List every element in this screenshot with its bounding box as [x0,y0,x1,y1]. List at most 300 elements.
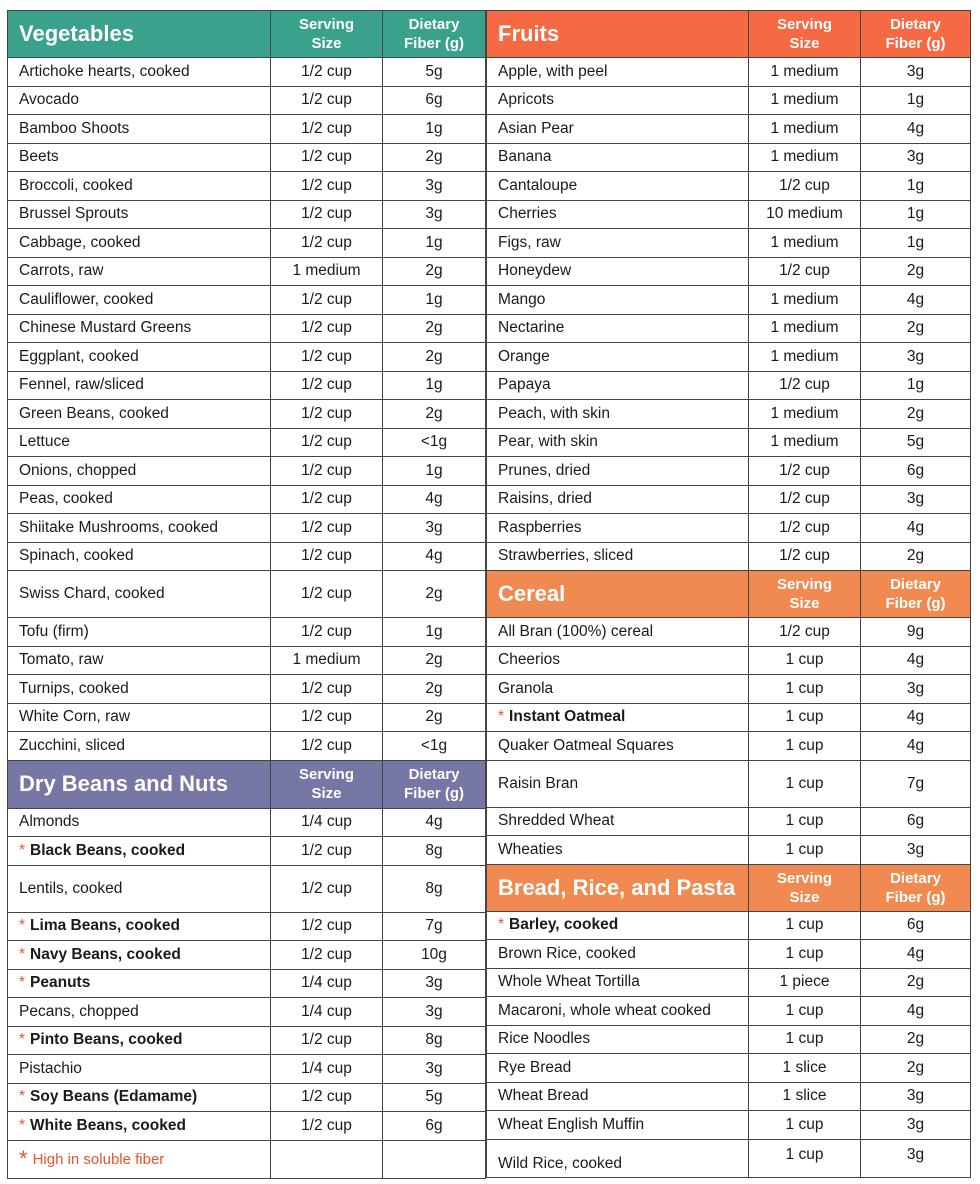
serving-size-header [270,11,382,57]
table-row [7,429,486,458]
food-name-text: Mango [498,290,546,308]
food-name [7,286,270,314]
table-row [7,618,486,647]
table-row [486,940,971,969]
fiber-cell: 1g [382,618,486,646]
beans-header [7,761,486,809]
serving-size-cell: 1/2 cup [270,866,382,912]
serving-size-cell: 1 cup [748,808,860,836]
table-row [486,172,971,201]
food-name-text: Peas, cooked [19,490,113,508]
table-row [7,514,486,543]
fiber-cell: 1g [860,229,971,257]
fiber-cell: 1g [382,115,486,143]
food-name [486,808,748,836]
fiber-cell: 3g [382,201,486,229]
food-name [7,618,270,646]
serving-size-cell: 1 cup [748,940,860,968]
serving-size-header [270,761,382,808]
food-name [486,1054,748,1082]
table-row [7,400,486,429]
food-name-text: Black Beans, cooked [30,841,186,859]
food-name [486,115,748,143]
food-name [7,172,270,200]
food-name-text: Almonds [19,813,80,831]
soluble-fiber-star: * [498,708,505,726]
table-row [486,732,971,761]
food-name-text: Beets [19,148,59,166]
table-row [7,543,486,572]
food-name-text: Barley, cooked [509,916,619,934]
legend-text: High in soluble fiber [32,1150,165,1168]
food-name [486,1083,748,1111]
food-name [486,172,748,200]
food-name-text: Eggplant, cooked [19,347,139,365]
food-name-text: Fennel, raw/sliced [19,376,144,394]
serving-size-cell: 1/2 cup [270,400,382,428]
food-name-text: Onions, chopped [19,461,137,479]
food-name-text: Apple, with peel [498,62,608,80]
serving-header-line: Size [311,35,342,52]
serving-size-cell: 1/2 cup [270,514,382,542]
soluble-fiber-legend [7,1141,270,1178]
food-name [7,429,270,457]
table-row [486,808,971,837]
food-name-text: Wheat English Muffin [498,1115,645,1133]
food-name-text: Brussel Sprouts [19,205,129,223]
fiber-header-line: Dietary [890,869,941,887]
table-row [486,1026,971,1055]
serving-size-cell: 1 cup [748,997,860,1025]
serving-size-cell: 1 medium [270,258,382,286]
serving-size-cell: 1 medium [748,115,860,143]
food-name [7,647,270,675]
table-row [7,144,486,173]
serving-size-cell: 1/2 cup [270,58,382,86]
soluble-fiber-star: * [19,917,26,935]
cereal-title: Cereal [486,571,748,617]
fiber-header-line: Fiber (g) [885,35,946,52]
fiber-cell: 4g [860,997,971,1025]
food-name [7,837,270,865]
serving-header-line: Size [789,35,820,52]
serving-size-cell: 1 medium [748,315,860,343]
food-name-text: Pistachio [19,1059,82,1077]
serving-size-cell: 1 cup [748,761,860,807]
food-name [486,286,748,314]
serving-size-cell: 1/2 cup [270,115,382,143]
serving-size-header [748,11,860,57]
fiber-cell: 6g [860,457,971,485]
food-name [486,912,748,940]
food-name-text: Pecans, chopped [19,1002,139,1020]
serving-size-cell: 1 cup [748,912,860,940]
table-row [7,58,486,87]
serving-size-cell: 1/2 cup [748,514,860,542]
serving-header-line: Serving [298,16,355,33]
serving-size-cell: 1/4 cup [270,809,382,837]
fiber-cell: 2g [382,343,486,371]
food-name [7,732,270,760]
fiber-cell: 4g [860,940,971,968]
fiber-cell: 6g [382,1112,486,1140]
serving-size-cell: 1/2 cup [270,343,382,371]
food-name [7,115,270,143]
food-name [7,1112,270,1140]
food-name-text: Cheerios [498,651,561,669]
cereal-header [486,571,971,618]
fruits-header [486,10,971,58]
food-name [486,940,748,968]
table-row [486,543,971,572]
food-name-text: Navy Beans, cooked [30,945,181,963]
food-name-text: Rice Noodles [498,1030,591,1048]
food-name [486,58,748,86]
food-name [7,1084,270,1112]
serving-size-cell: 1 cup [748,704,860,732]
fiber-cell: 3g [860,1140,971,1177]
serving-size-cell: 1/4 cup [270,970,382,998]
food-name [486,997,748,1025]
food-name-text: Zucchini, sliced [19,736,125,754]
fiber-cell: 5g [860,429,971,457]
serving-size-cell: 1 cup [748,647,860,675]
serving-size-header [748,865,860,911]
food-name [7,970,270,998]
serving-size-cell: 1 medium [270,647,382,675]
food-name-text: Papaya [498,376,551,394]
food-name [486,229,748,257]
serving-size-cell: 1 medium [748,343,860,371]
table-row [7,913,486,942]
soluble-fiber-star: * [498,916,505,934]
fruits-title: Fruits [486,11,748,57]
fiber-cell: 3g [860,1111,971,1139]
food-name [7,229,270,257]
food-name-text: Rye Bread [498,1058,572,1076]
fiber-cell: 6g [860,912,971,940]
food-name [7,1055,270,1083]
serving-header-line: Size [789,595,820,612]
serving-size-cell: 1/2 cup [270,1027,382,1055]
table-row [7,229,486,258]
food-name-text: Lettuce [19,433,70,451]
fiber-cell: <1g [382,732,486,760]
food-name [486,704,748,732]
serving-size-cell: 1/4 cup [270,1055,382,1083]
food-name-text: Wheaties [498,840,563,858]
food-name [486,144,748,172]
fiber-cell: 2g [382,675,486,703]
serving-size-cell: 1/2 cup [270,618,382,646]
fiber-header-line: Fiber (g) [404,785,464,802]
food-name-text: White Beans, cooked [30,1116,186,1134]
fiber-header-line: Dietary [408,766,460,783]
fiber-cell: 3g [382,1055,486,1083]
food-name [7,998,270,1026]
serving-size-cell: 1/2 cup [270,486,382,514]
food-name-text: Figs, raw [498,233,561,251]
fiber-cell: 4g [860,732,971,760]
serving-size-cell: 1 slice [748,1083,860,1111]
food-name-text: Bamboo Shoots [19,119,130,137]
food-name-text: Swiss Chard, cooked [19,585,165,602]
food-name [486,343,748,371]
serving-size-cell: 1/2 cup [270,675,382,703]
serving-size-cell: 1/2 cup [270,941,382,969]
serving-size-cell: 1/2 cup [748,486,860,514]
food-name-text: Shiitake Mushrooms, cooked [19,518,219,536]
table-row [486,1083,971,1112]
food-name-text: All Bran (100%) cereal [498,622,654,640]
table-row [486,343,971,372]
serving-size-cell: 1/2 cup [748,258,860,286]
table-row [7,809,486,838]
table-row [486,372,971,401]
food-name [486,1140,748,1177]
table-row [7,1055,486,1084]
table-row [7,647,486,676]
food-name-text: Cabbage, cooked [19,233,141,251]
serving-size-cell: 1/2 cup [748,457,860,485]
table-row [486,675,971,704]
table-row [486,912,971,941]
fiber-cell: 3g [860,144,971,172]
food-name [7,144,270,172]
serving-size-cell: 1/2 cup [270,429,382,457]
table-row [486,514,971,543]
food-name [486,647,748,675]
serving-size-cell: 1/2 cup [270,87,382,115]
fiber-cell: 2g [382,571,486,617]
serving-size-cell: 1 medium [748,144,860,172]
food-name [7,571,270,617]
serving-size-cell: 1/2 cup [270,1084,382,1112]
fiber-cell: 4g [860,704,971,732]
serving-size-cell: 1 medium [748,429,860,457]
serving-size-cell: 1 medium [748,286,860,314]
table-row [7,115,486,144]
table-row [486,486,971,515]
fiber-cell: 2g [860,543,971,571]
food-name [486,969,748,997]
food-name [7,87,270,115]
table-row [486,836,971,865]
fiber-cell: 4g [860,286,971,314]
fiber-header-line: Dietary [890,576,941,593]
food-name [7,343,270,371]
fiber-cell: 4g [382,809,486,837]
food-name-text: Asian Pear [498,119,574,137]
table-row [486,115,971,144]
food-name [7,543,270,571]
table-row [486,1111,971,1140]
fiber-cell: 2g [860,1026,971,1054]
food-name-text: Spinach, cooked [19,547,134,565]
food-name [486,761,748,807]
food-name-text: Raisins, dried [498,490,592,508]
serving-size-cell: 1 medium [748,229,860,257]
fiber-cell: 7g [860,761,971,807]
food-name-text: Instant Oatmeal [509,708,626,726]
food-name-text: Granola [498,679,554,697]
soluble-fiber-star: * [19,1031,26,1049]
serving-size-cell: 1 cup [748,836,860,864]
table-row [486,457,971,486]
fiber-cell: 3g [382,998,486,1026]
table-row [486,58,971,87]
food-name [486,1111,748,1139]
table-row [486,286,971,315]
serving-size-cell: 1/2 cup [270,732,382,760]
fiber-cell: 1g [860,372,971,400]
serving-size-cell: 1 cup [748,1140,860,1177]
food-name-text: Wild Rice, cooked [498,1154,623,1172]
serving-size-cell: 1/2 cup [270,372,382,400]
serving-size-cell: 1 medium [748,400,860,428]
fiber-cell: 2g [382,704,486,732]
food-name [7,514,270,542]
serving-size-cell: 1 cup [748,1111,860,1139]
food-name [486,618,748,646]
fiber-cell: 3g [860,675,971,703]
food-name [486,258,748,286]
fiber-cell: 4g [860,115,971,143]
food-name-text: Macaroni, whole wheat cooked [498,1001,711,1019]
serving-header-line: Serving [776,869,833,887]
food-name [7,372,270,400]
fiber-cell: 4g [382,486,486,514]
fiber-cell: 2g [382,315,486,343]
beans-title: Dry Beans and Nuts [7,761,270,808]
serving-size-header [748,571,860,617]
fiber-cell: 9g [860,618,971,646]
fiber-cell: 2g [382,144,486,172]
serving-size-cell: 1/2 cup [270,144,382,172]
table-row [7,866,486,913]
serving-header-line: Serving [298,766,355,783]
food-name [7,866,270,912]
fiber-cell: 8g [382,866,486,912]
soluble-fiber-star: * [19,1088,26,1106]
food-name [7,457,270,485]
table-row [486,87,971,116]
fiber-cell: 3g [382,514,486,542]
fiber-cell: 1g [382,457,486,485]
food-name-text: Tofu (firm) [19,622,89,640]
table-row [486,618,971,647]
table-row [7,1084,486,1113]
vegetables-title: Vegetables [7,11,270,57]
food-name [486,372,748,400]
dietary-fiber-header [382,761,486,808]
fiber-cell: 3g [860,343,971,371]
serving-size-cell: 1/4 cup [270,998,382,1026]
soluble-fiber-star: * [19,945,26,963]
food-name [486,732,748,760]
empty-cell [270,1141,382,1178]
food-name-text: Raspberries [498,518,582,536]
food-name-text: Peach, with skin [498,404,610,422]
food-name-text: White Corn, raw [19,708,131,726]
serving-size-cell: 1 piece [748,969,860,997]
soluble-fiber-star: * [19,841,26,859]
food-name-text: Nectarine [498,319,565,337]
table-row [7,457,486,486]
fiber-cell: 2g [382,258,486,286]
table-row [486,969,971,998]
table-row [7,704,486,733]
food-name [7,400,270,428]
fiber-cell: 2g [860,1054,971,1082]
table-row [7,87,486,116]
serving-size-cell: 1/2 cup [270,457,382,485]
table-row [7,372,486,401]
food-name [7,675,270,703]
fiber-cell: 3g [382,172,486,200]
table-row [7,201,486,230]
food-name [7,315,270,343]
food-name-text: Turnips, cooked [19,679,129,697]
serving-size-cell: 1/2 cup [270,172,382,200]
fiber-cell: 2g [860,258,971,286]
fiber-cell: 2g [382,400,486,428]
fiber-cell: 1g [382,229,486,257]
serving-header-line: Serving [776,16,833,33]
food-name-text: Whole Wheat Tortilla [498,973,640,991]
serving-header-line: Size [789,888,820,906]
table-row [7,286,486,315]
table-row [7,571,486,618]
fiber-cell: 7g [382,913,486,941]
food-name-text: Tomato, raw [19,651,104,669]
serving-size-cell: 1/2 cup [270,704,382,732]
fiber-cell: 3g [860,486,971,514]
serving-size-cell: 1 cup [748,732,860,760]
fiber-cell: 2g [860,315,971,343]
table-row [7,343,486,372]
serving-size-cell: 1 slice [748,1054,860,1082]
food-name [7,258,270,286]
food-name-text: Apricots [498,91,554,109]
food-name [7,201,270,229]
food-name-text: Avocado [19,91,80,109]
table-row [7,998,486,1027]
food-name-text: Carrots, raw [19,262,104,280]
left-column [7,10,486,1179]
dietary-fiber-header [860,11,971,57]
food-name [486,201,748,229]
table-row [7,486,486,515]
table-row [486,997,971,1026]
table-row [7,732,486,761]
vegetables-header [7,10,486,58]
soluble-fiber-star: * [19,974,26,992]
food-name-text: Quaker Oatmeal Squares [498,736,674,754]
food-name-text: Peanuts [30,974,91,992]
food-name-text: Raisin Bran [498,774,579,792]
serving-size-cell: 1/2 cup [270,571,382,617]
food-name-text: Lima Beans, cooked [30,917,180,935]
food-name-text: Honeydew [498,262,572,280]
serving-size-cell: 1 cup [748,675,860,703]
food-name-text: Wheat Bread [498,1087,589,1105]
food-name [486,514,748,542]
food-name [486,87,748,115]
food-name [486,315,748,343]
serving-header-line: Serving [776,576,833,593]
fiber-cell: 5g [382,1084,486,1112]
